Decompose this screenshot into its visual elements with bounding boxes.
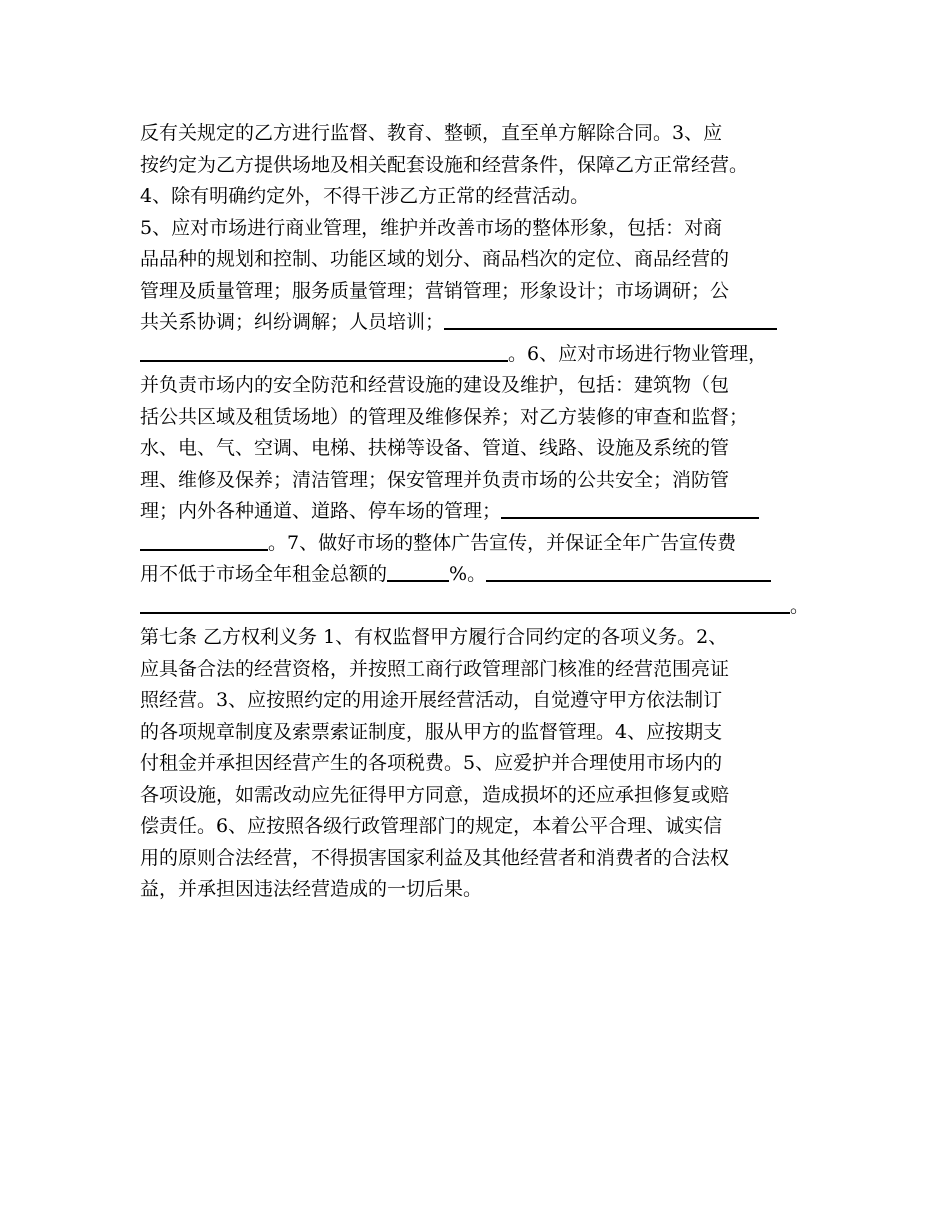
paragraph-line: 照经营。3、应按照约定的用途开展经营活动，自觉遵守甲方依法制订 xyxy=(140,689,723,711)
paragraph-line: 应具备合法的经营资格，并按照工商行政管理部门核准的经营范围亮证 xyxy=(140,657,730,680)
paragraph-line: 按约定为乙方提供场地及相关配套设施和经营条件，保障乙方正常经营。 xyxy=(140,153,749,176)
fill-in-blank xyxy=(486,562,771,582)
fill-in-blank xyxy=(444,310,777,330)
paragraph-line xyxy=(140,496,812,528)
paragraph-line: 理、维修及保养；清洁管理；保安管理并负责市场的公共安全；消防管 xyxy=(140,468,730,491)
paragraph-text: 共关系协调；纠纷调解；人员培训； xyxy=(140,311,445,333)
paragraph-line xyxy=(140,528,812,560)
paragraph-line xyxy=(140,339,812,371)
paragraph-text: 理；内外各种通道、道路、停车场的管理； xyxy=(140,500,502,522)
fill-in-blank xyxy=(140,594,790,614)
fill-in-blank xyxy=(140,531,268,551)
fill-in-blank xyxy=(387,562,449,582)
paragraph-line: 的各项规章制度及索票索证制度，服从甲方的监督管理。4、应按期支 xyxy=(140,720,723,743)
paragraph-text: 用不低于市场全年租金总额的 xyxy=(140,563,388,585)
document-page xyxy=(140,118,812,906)
paragraph-line xyxy=(140,307,812,339)
fill-in-blank xyxy=(140,342,508,362)
paragraph-line xyxy=(140,559,812,591)
paragraph-line: 偿责任。6、应按照各级行政管理部门的规定，本着公平合理、诚实信 xyxy=(140,815,723,837)
paragraph-line: 各项设施，如需改动应先征得甲方同意，造成损坏的还应承担修复或赔 xyxy=(140,783,730,806)
paragraph-line: 反有关规定的乙方进行监督、教育、整顿，直至单方解除合同。3、应 xyxy=(140,122,723,144)
paragraph-line: 括公共区域及租赁场地）的管理及维修保养；对乙方装修的审查和监督； xyxy=(140,405,749,428)
paragraph-line: 管理及质量管理；服务质量管理；营销管理；形象设计；市场调研；公 xyxy=(140,279,730,302)
fill-in-blank xyxy=(501,499,759,519)
paragraph-line: 并负责市场内的安全防范和经营设施的建设及维护，包括：建筑物（包 xyxy=(140,374,730,396)
paragraph-line: 第七条 乙方权利义务 1、有权监督甲方履行合同约定的各项义务。2、 xyxy=(140,626,728,648)
paragraph-line: 5、应对市场进行商业管理，维护并改善市场的整体形象，包括：对商 xyxy=(140,216,723,239)
paragraph-line: 4、除有明确约定外，不得干涉乙方正常的经营活动。 xyxy=(140,185,590,207)
paragraph-text: 。7、做好市场的整体广告宣传，并保证全年广告宣传费 xyxy=(268,531,737,554)
paragraph-text: %。 xyxy=(449,563,487,585)
paragraph-line: 用的原则合法经营，不得损害国家利益及其他经营者和消费者的合法权 xyxy=(140,846,730,869)
paragraph-line: 品品种的规划和控制、功能区域的划分、商品档次的定位、商品经营的 xyxy=(140,248,730,270)
paragraph-line: 益，并承担因违法经营造成的一切后果。 xyxy=(140,878,483,900)
paragraph-text: 。6、应对市场进行物业管理， xyxy=(508,342,768,365)
paragraph-text: 。 xyxy=(790,594,810,617)
paragraph-line: 水、电、气、空调、电梯、扶梯等设备、管道、线路、设施及系统的管 xyxy=(140,437,730,459)
paragraph-line: 付租金并承担因经营产生的各项税费。5、应爱护并合理使用市场内的 xyxy=(140,752,723,774)
paragraph-line xyxy=(140,591,812,623)
